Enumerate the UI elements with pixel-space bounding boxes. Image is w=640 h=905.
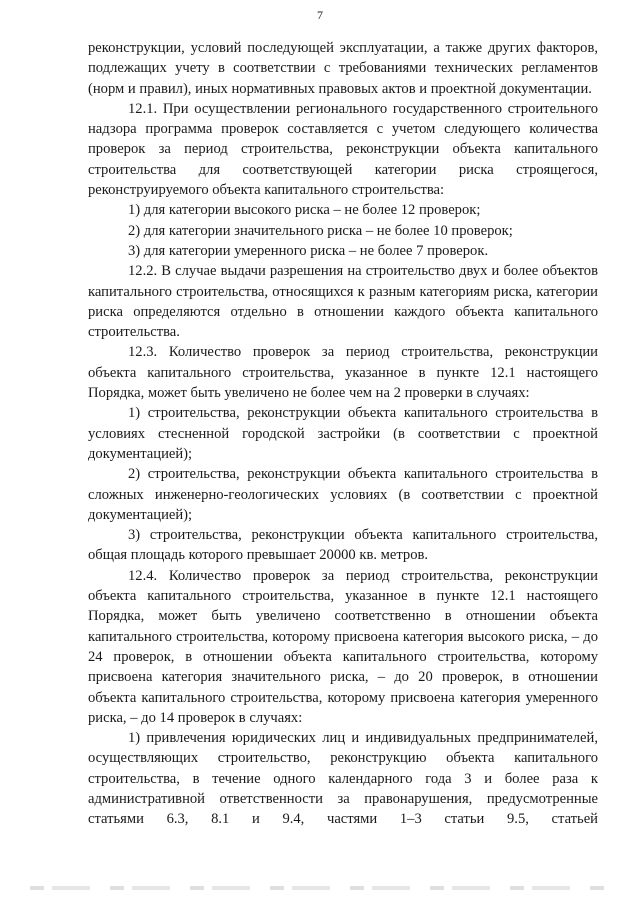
paragraph-12-2: 12.2. В случае выдачи разрешения на строительство двух и более объектов капитального строительства, относящихся к разным категориям риска, категории риска определяются отдельно в отношении каждого объекта капитального строительства. xyxy=(88,263,598,341)
scan-artifact-line xyxy=(30,886,610,890)
list-item-dense-development: 1) строительства, реконструкции объекта капитального строительства в условиях стесненной городской застройки (в соответствии с проектной документацией); xyxy=(88,405,598,462)
page-number: 7 xyxy=(317,8,323,22)
list-item-large-area: 3) строительства, реконструкции объекта капитального строительства, общая площадь которого превышает 20000 кв. метров. xyxy=(88,527,598,564)
list-item-geological-conditions: 2) строительства, реконструкции объекта капитального строительства в сложных инженерно-геологических условиях (в соответствии с проектной документацией); xyxy=(88,466,598,523)
list-item-high-risk: 1) для категории высокого риска – не более 12 проверок; xyxy=(128,202,481,219)
list-item-administrative-liability: 1) привлечения юридических лиц и индивидуальных предпринимателей, осуществляющих строительство, реконструкцию объекта капитального строительства, в течение одного календарного года 3 и более раза к административной ответственности за правонарушения, предусмотренные статьями 6.3, 8.1 и 9.4, частями 1–3 статьи 9.5, статьей xyxy=(88,730,598,828)
list-item-significant-risk: 2) для категории значительного риска – не более 10 проверок; xyxy=(128,222,513,239)
paragraph-continuation: реконструкции, условий последующей эксплуатации, а также других факторов, подлежащих учету в соответствии с требованиями технических регламентов (норм и правил), иных нормативных правовых актов и проектной документации. xyxy=(88,40,598,97)
paragraph-12-4: 12.4. Количество проверок за период строительства, реконструкции объекта капитального строительства, указанное в пункте 12.1 настоящего Порядка, может быть увеличено соответственно в отношении объекта капитального строительства, которому присвоена категория высокого риска, – до 24 проверок, в отношении объекта капитального строительства, которому присвоена категория значительного риска, – до 20 проверок, в отношении объекта капитального строительства, которому присвоена категория умеренного риска, – до 14 проверок в случаях: xyxy=(88,567,598,726)
list-item-moderate-risk: 3) для категории умеренного риска – не более 7 проверок. xyxy=(128,242,489,259)
document-body xyxy=(88,38,598,830)
paragraph-12-3: 12.3. Количество проверок за период строительства, реконструкции объекта капитального строительства, указанное в пункте 12.1 настоящего Порядка, может быть увеличено не более чем на 2 проверки в случаях: xyxy=(88,344,598,402)
paragraph-12-1: 12.1. При осуществлении регионального государственного строительного надзора программа проверок составляется с учетом следующего количества проверок за период строительства, реконструкции объекта капитального строительства для соответствующей категории риска строящегося, реконструируемого объекта капитального строительства: xyxy=(88,100,598,199)
